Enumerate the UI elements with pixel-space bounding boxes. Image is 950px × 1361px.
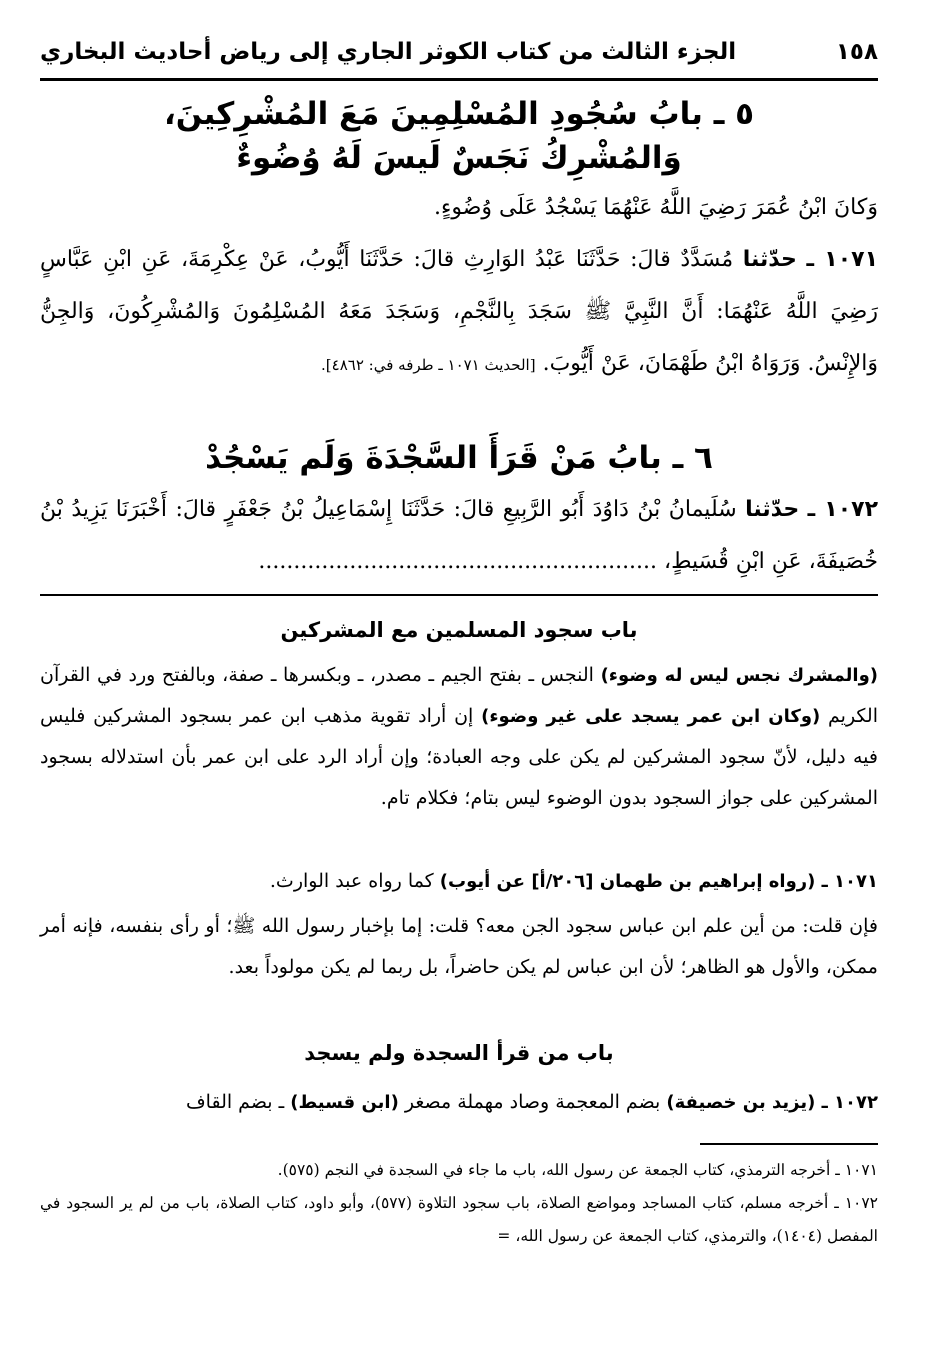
page-header	[40, 28, 878, 76]
paragraph-text: كما رواه عبد الوارث.	[269, 870, 440, 892]
chapter-5-intro: وَكانَ ابْنُ عُمَرَ رَضِيَ اللَّهُ عَنْهُمَا يَسْجُدُ عَلَى وُضُوءٍ.	[434, 195, 878, 220]
paragraph-text: ـ بضم القاف	[185, 1091, 291, 1113]
hadith-number: ١٠٧١ ـ	[806, 247, 878, 272]
sharh-paragraph-2	[40, 861, 878, 902]
bold-quote: (وكان ابن عمر يسجد على غير وضوء)	[481, 706, 821, 727]
sharh-heading-1: باب سجود المسلمين مع المشركين	[280, 618, 638, 642]
chapter-5-title-line2: وَالمُشْرِكُ نَجَسٌ لَيسَ لَهُ وُضُوءٌ	[236, 140, 682, 176]
running-title: الجزء الثالث من كتاب الكوثر الجاري إلى رياض أحاديث البخاري	[40, 39, 737, 65]
section-divider	[40, 594, 878, 596]
chapter-5-title-line1: ٥ ـ بابُ سُجُودِ المُسْلِمِينَ مَعَ المُشْرِكِينَ،	[163, 96, 755, 132]
paragraph-text: النجس ـ بفتح الجيم ـ مصدر، ـ وبكسرها ـ صفة، وبالفتح ورد في القرآن الكريم	[40, 664, 878, 727]
footnote-1072: ١٠٧٢ ـ أخرجه مسلم، كتاب المساجد ومواضع الصلاة، باب سجود التلاوة (٥٧٧)، وأبو داود، كتاب الصلاة، باب من لم ير السجود في المفصل (١٤٠٤)، والترمذي، كتاب الجمعة عن رسول الله، =	[40, 1194, 878, 1245]
hadith-lead: حدّثنا	[745, 497, 800, 522]
chapter-6-title: ٦ ـ بابُ مَنْ قَرَأَ السَّجْدَةَ وَلَم يَسْجُدْ	[205, 440, 713, 476]
paragraph-text: إن أراد تقوية مذهب ابن عمر بسجود المشركين فليس فيه دليل، لأنّ سجود المشركين لم يكن على وجه العبادة؛ وإن أراد الرد على ابن عمر بأن استدلاله بسجود المشركين على جواز السجود بدون الوضوء ليس بتام؛ فكلام تام.	[40, 705, 878, 809]
hadith-lead: حدّثنا	[742, 247, 797, 272]
header-rule	[40, 78, 878, 81]
sharh-heading-2: باب من قرأ السجدة ولم يسجد	[304, 1041, 614, 1065]
continuation-dots: .........................................................	[258, 549, 658, 574]
bold-quote: ١٠٧١ ـ (رواه إبراهيم بن طهمان [٢٠٦/أ] عن أيوب)	[439, 871, 878, 892]
footnote-rule	[700, 1143, 878, 1145]
paragraph-text: بضم المعجمة وصاد مهملة مصغر	[398, 1091, 667, 1113]
sharh-paragraph-4	[40, 1082, 878, 1123]
sharh-paragraph-3: فإن قلت: من أين علم ابن عباس سجود الجن معه؟ قلت: إما بإخبار رسول الله ﷺ؛ أو رأى بنفسه، فإنه أمر ممكن، والأول هو الظاهر؛ لأن ابن عباس لم يكن حاضراً، بل ربما لم يكن مولوداً بعد.	[40, 915, 878, 978]
hadith-text: سُلَيمانُ بْنُ دَاوُدَ أَبُو الرَّبِيعِ قالَ: حَدَّثَنَا إِسْمَاعِيلُ بْنُ جَعْفَرٍ قالَ: أَخْبَرَنَا يَزِيدُ بْنُ خُصَيفَةَ، عَنِ ابْنِ قُسَيطٍ،	[40, 497, 878, 574]
footnote-1071: ١٠٧١ ـ أخرجه الترمذي، كتاب الجمعة عن رسول الله، باب ما جاء في السجدة في النجم (٥٧٥).	[277, 1161, 878, 1179]
hadith-number: ١٠٧٢ ـ	[807, 497, 878, 522]
footnotes	[40, 1154, 878, 1253]
bold-quote: (والمشرك نجس ليس له وضوء)	[600, 665, 878, 686]
hadith-text: مُسَدَّدٌ قالَ: حَدَّثَنَا عَبْدُ الوَارِثِ قالَ: حَدَّثَنَا أَيُّوبُ، عَنْ عِكْرِمَةَ، عَنِ ابْنِ عَبَّاسٍ رَضِيَ اللَّهُ عَنْهُمَا: أَنَّ النَّبِيَّ ﷺ سَجَدَ بِالنَّجْمِ، وَسَجَدَ مَعَهُ المُسْلِمُونَ وَالمُشْرِكُونَ، وَالجِنُّ وَالإِنْسُ. وَرَوَاهُ ابْنُ طَهْمَانَ، عَنْ أَيُّوبَ.	[40, 247, 878, 376]
hadith-1072	[40, 484, 878, 588]
sharh-paragraph-1	[40, 655, 878, 819]
hadith-1071	[40, 234, 878, 391]
page-number: ١٥٨	[835, 39, 878, 65]
bold-quote: (ابن قسيط)	[290, 1092, 399, 1113]
bold-quote: ١٠٧٢ ـ (يزيد بن خصيفة)	[666, 1092, 878, 1113]
hadith-reference: [الحديث ١٠٧١ ـ طرفه في: ٤٨٦٢].	[321, 356, 536, 374]
